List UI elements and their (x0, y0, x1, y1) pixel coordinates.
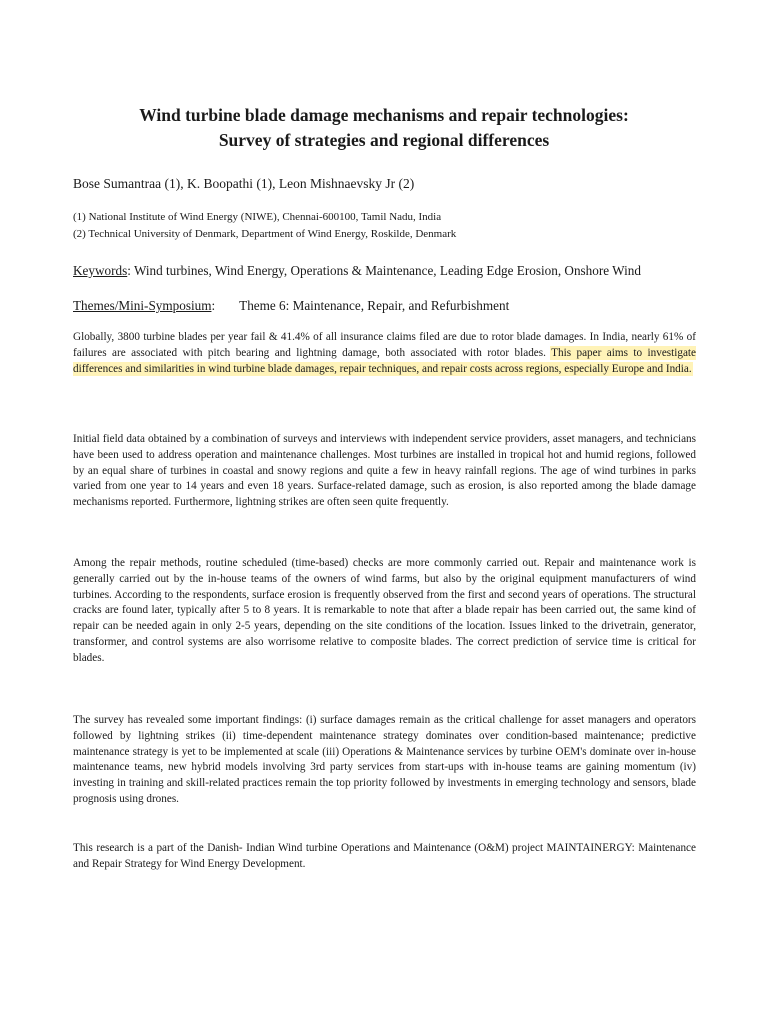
keywords-value: : Wind turbines, Wind Energy, Operations & Maintenance, Leading Edge Erosion, Onshore Wind (127, 263, 641, 278)
title-line-1: Wind turbine blade damage mechanisms and repair technologies: (139, 105, 629, 125)
themes-label: Themes/Mini-Symposium (73, 298, 212, 313)
paper-title (60, 103, 708, 153)
themes-line (73, 298, 509, 314)
themes-value: Theme 6: Maintenance, Repair, and Refurbishment (239, 298, 510, 313)
paragraph-1-text: Globally, 3800 turbine blades per year fail & 41.4% of all insurance claims filed are due to rotor blade damages. In India, nearly 61% of failures are associated with pitch bearing and lightning damage, both associated with rotor blades. (73, 331, 696, 359)
themes-separator: : (211, 298, 216, 313)
title-line-2: Survey of strategies and regional differences (218, 130, 550, 150)
affiliation-1: (1) National Institute of Wind Energy (NIWE), Chennai-600100, Tamil Nadu, India (73, 211, 442, 223)
abstract-paragraph-4: The survey has revealed some important findings: (i) surface damages remain as the critical challenge for asset managers and operators followed by lightning strikes (ii) time-dependent maintenance strategy dominates over condition-based maintenance; predictive maintenance strategy is yet to be implemented at scale (iii) Operations & Maintenance services by turbine OEM's dominate over in-house maintenance teams, new hybrid models involving 3rd party services from start-ups with in-house teams are gaining momentum (iv) investing in training and skill-related practices remain the top priority followed by investments in emerging technology and sensors, blade prognosis using drones. (73, 714, 696, 805)
author-list: Bose Sumantraa (1), K. Boopathi (1), Leon Mishnaevsky Jr (2) (73, 176, 415, 191)
abstract-paragraph-1 (73, 330, 696, 377)
affiliation-2: (2) Technical University of Denmark, Department of Wind Energy, Roskilde, Denmark (73, 228, 457, 240)
abstract-paragraph-3: Among the repair methods, routine scheduled (time-based) checks are more commonly carried out. Repair and maintenance work is generally carried out by the in-house teams of the owners of wind farms, but also by the original equipment manufacturers of wind turbines. According to the respondents, surface erosion is frequently observed from the first and second years of operations. The structural cracks are found later, typically after 5 to 8 years. It is remarkable to note that after a blade repair has been carried out, the same kind of repair can be needed again in only 2-5 years, depending on the site conditions of the location. Issues linked to the drivetrain, generator, transformer, and control systems are also worrisome relative to composite blades. The correct prediction of service time is critical for blades. (73, 557, 696, 664)
abstract-paragraph-5: This research is a part of the Danish- Indian Wind turbine Operations and Maintenance (O&M) project MAINTAINERGY: Maintenance and Repair Strategy for Wind Energy Development. (73, 842, 696, 870)
abstract-paragraph-2: Initial field data obtained by a combination of surveys and interviews with independent service providers, asset managers, and technicians have been used to address operation and maintenance challenges. Most turbines are installed in tropical hot and humid regions, followed by an equal share of turbines in coastal and snowy regions and quite a few in heavy rainfall regions. The age of wind turbines in parks varied from one year to 14 years and even 18 years. Surface-related damage, such as erosion, is also reported among the blade damage mechanisms reported. Furthermore, lightning strikes are often seen quite frequently. (73, 433, 696, 509)
keywords-line (73, 263, 641, 279)
highlighted-aim-sentence: This paper aims to investigate differences and similarities in wind turbine blade damages, repair techniques, and repair costs across regions, especially Europe and India. (73, 346, 697, 375)
keywords-label: Keywords (73, 263, 128, 278)
